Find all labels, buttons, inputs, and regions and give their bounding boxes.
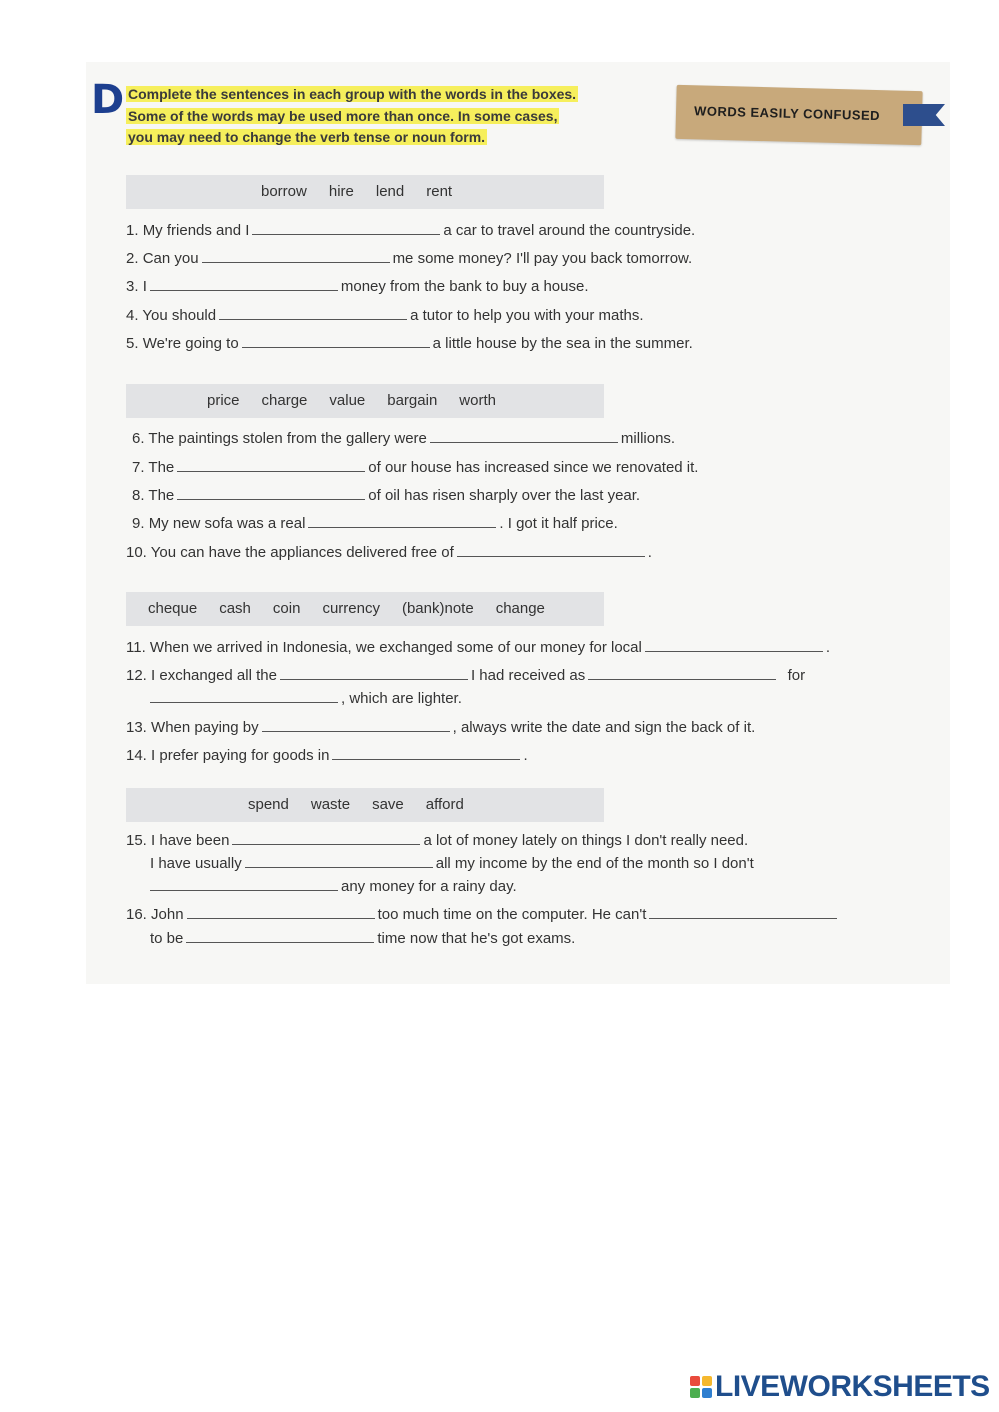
word-option: coin [272,600,301,617]
sentence-12 [126,666,805,684]
instruction-line: Some of the words may be used more than once. In some cases, [128,107,558,124]
sentence-text: a tutor to help you with your maths. [410,307,644,324]
sentence-1 [126,221,695,239]
item-number: 4. [126,307,139,324]
sentence-11 [126,638,830,656]
section-letter: D [91,77,125,123]
sentence-text: time now that he's got exams. [377,930,576,947]
sentence-15 [126,831,748,849]
sentence-9 [132,514,618,532]
sentence-7 [132,458,698,476]
logo-cell [702,1376,712,1386]
banner-title: WORDS EASILY CONFUSED [693,103,881,124]
word-box-3 [126,592,604,626]
sentence-text: of our house has increased since we renovated it. [368,459,699,476]
sentence-text: . [523,747,528,764]
sentence-text: I have usually [150,855,242,872]
logo-cell [690,1376,700,1386]
item-number: 6. [132,430,145,447]
word-option: bargain [387,392,438,409]
sentence-8 [132,486,640,504]
sentence-text: , which are lighter. [341,690,462,707]
sentence-15-cont2 [150,877,517,895]
word-option: change [495,600,545,617]
word-box-4 [126,788,604,822]
answer-blank[interactable] [202,249,390,263]
item-number: 16. [126,906,147,923]
word-option: (bank)note [401,600,474,617]
instructions [126,84,578,149]
sentence-text: I prefer paying for goods in [151,747,330,764]
sentence-text: too much time on the computer. He can't [377,906,647,923]
sentence-13 [126,718,755,736]
word-box-2 [126,384,604,418]
sentence-text: My new sofa was a real [148,515,306,532]
word-option: spend [248,796,289,813]
word-option: currency [322,600,380,617]
sentence-text: , always write the date and sign the back of it. [452,719,756,736]
sentence-text: of oil has risen sharply over the last year. [368,487,641,504]
answer-blank[interactable] [588,666,776,680]
sentence-text: When we arrived in Indonesia, we exchanged some of our money for local [149,639,642,656]
sentence-14 [126,746,528,764]
sentence-text: We're going to [142,335,239,352]
instruction-line: you may need to change the verb tense or noun form. [128,129,486,145]
sentence-text: . [825,639,831,656]
item-number: 3. [126,278,139,295]
sentence-text: a lot of money lately on things I don't really need. [423,832,749,849]
word-option: cash [219,600,251,617]
sentence-16 [126,905,840,923]
sentence-text: I have been [151,832,230,849]
sentence-text: You should [142,307,217,324]
sentence-text: me some money? I'll pay you back tomorrow. [392,250,693,267]
sentence-text: . I got it half price. [499,515,618,532]
word-option: afford [425,796,464,813]
sentence-12-cont [150,689,462,707]
answer-blank[interactable] [187,905,375,919]
answer-blank[interactable] [262,718,450,732]
sentence-2 [126,249,692,267]
sentence-text: The [148,487,175,504]
logo-grid-icon [690,1376,712,1398]
answer-blank[interactable] [150,277,338,291]
answer-blank[interactable] [280,666,468,680]
sentence-text: My friends and I [142,222,250,239]
sentence-text: to be [150,930,184,947]
item-number: 2. [126,250,139,267]
sentence-text: You can have the appliances delivered free of [150,544,454,561]
answer-blank[interactable] [177,486,365,500]
item-number: 5. [126,335,139,352]
word-option: save [372,796,404,813]
sentence-text: I had received as [470,667,586,684]
brand-name: LIVEWORKSHEETS [715,1370,990,1403]
sentence-text: . [647,544,652,561]
instruction-line: Complete the sentences in each group with the words in the boxes. [128,86,577,102]
sentence-text: for [787,667,806,684]
topic-banner [675,85,922,145]
word-option: rent [426,183,453,200]
answer-blank[interactable] [252,221,440,235]
answer-blank[interactable] [177,458,365,472]
sentence-3 [126,277,589,295]
answer-blank[interactable] [308,514,496,528]
sentence-5 [126,334,693,352]
sentence-text: The [148,459,175,476]
sentence-text: When paying by [151,719,259,736]
sentence-text: I [142,278,147,295]
logo-cell [690,1388,700,1398]
answer-blank[interactable] [150,877,338,891]
item-number: 11. [126,639,146,656]
word-option: cheque [148,600,198,617]
sentence-16-cont [150,929,575,947]
word-option: borrow [261,183,307,200]
sentence-text: millions. [620,430,676,447]
sentence-10 [126,543,652,561]
word-option: waste [310,796,351,813]
answer-blank[interactable] [232,831,420,845]
logo-cell [702,1388,712,1398]
item-number: 15. [126,832,147,849]
item-number: 8. [132,487,145,504]
word-option: worth [459,392,496,409]
sentence-text: any money for a rainy day. [341,878,517,895]
word-box-1 [126,175,604,209]
answer-blank[interactable] [649,905,837,919]
item-number: 14. [126,747,147,764]
item-number: 7. [132,459,145,476]
answer-blank[interactable] [150,689,338,703]
sentence-text: I exchanged all the [151,667,277,684]
word-option: hire [328,183,354,200]
item-number: 10. [126,544,147,561]
word-option: price [207,392,240,409]
item-number: 13. [126,719,147,736]
word-option: lend [375,183,405,200]
answer-blank[interactable] [332,746,520,760]
item-number: 9. [132,515,145,532]
sentence-text: a little house by the sea in the summer. [432,335,693,352]
answer-blank[interactable] [219,306,407,320]
sentence-15-cont [150,854,754,872]
sentence-text: all my income by the end of the month so I don't [435,855,754,872]
answer-blank[interactable] [245,854,433,868]
sentence-text: Can you [142,250,199,267]
sentence-text: a car to travel around the countryside. [443,222,696,239]
sentence-4 [126,306,644,324]
sentence-text: money from the bank to buy a house. [340,278,589,295]
word-option: value [329,392,366,409]
answer-blank[interactable] [457,543,645,557]
answer-blank[interactable] [430,429,618,443]
word-option: charge [261,392,308,409]
answer-blank[interactable] [242,334,430,348]
sentence-text: John [151,906,184,923]
answer-blank[interactable] [645,638,823,652]
sentence-text: The paintings stolen from the gallery were [148,430,427,447]
sentence-6 [132,429,675,447]
liveworksheets-logo[interactable] [690,1370,990,1404]
item-number: 1. [126,222,139,239]
item-number: 12. [126,667,147,684]
answer-blank[interactable] [186,929,374,943]
